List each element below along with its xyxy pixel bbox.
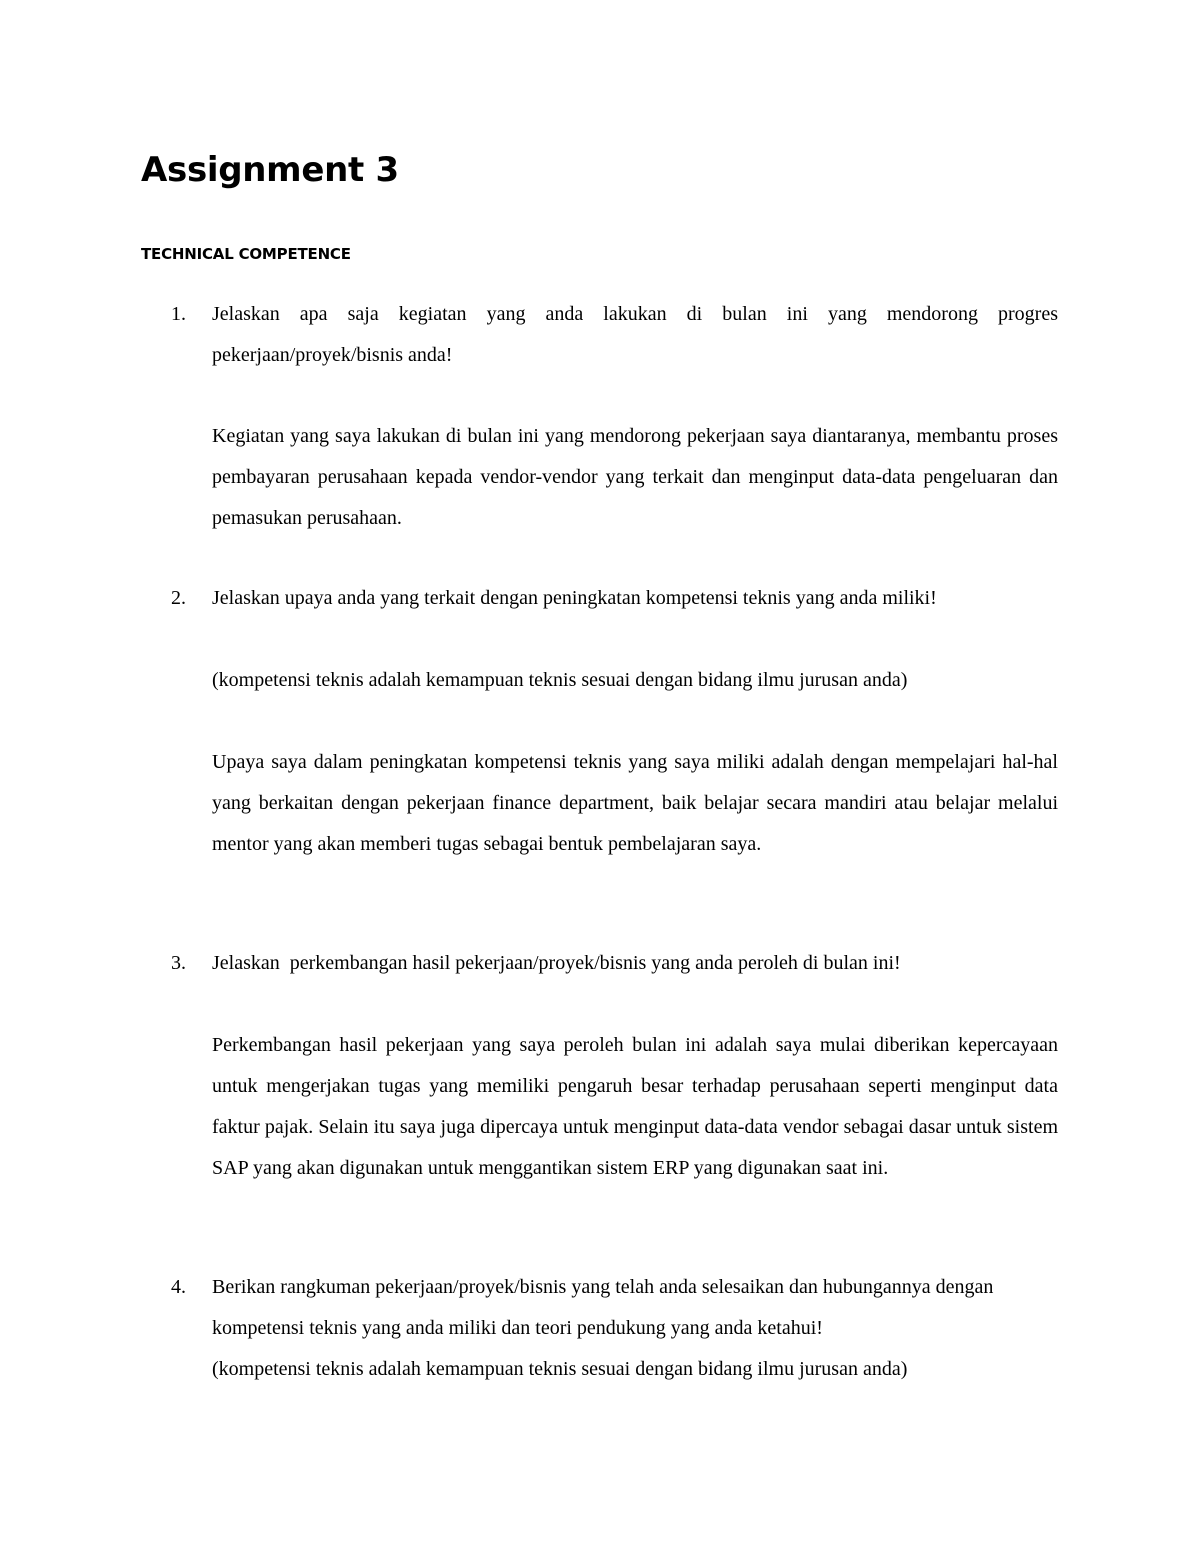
answer-text: Perkembangan hasil pekerjaan yang saya peroleh bulan ini adalah saya mulai diberikan kepercayaan untuk mengerjakan tugas yang memiliki pengaruh besar terhadap perusahaan seperti menginput data faktur pajak. Selain itu saya juga dipercaya untuk menginput data-data vendor sebagai dasar untuk sistem SAP yang akan digunakan untuk menggantikan sistem ERP yang digunakan saat ini. bbox=[212, 1034, 1058, 1179]
question-note: (kompetensi teknis adalah kemampuan teknis sesuai dengan bidang ilmu jurusan anda) bbox=[212, 1358, 908, 1380]
question-text: Jelaskan upaya anda yang terkait dengan peningkatan kompetensi teknis yang anda miliki! bbox=[212, 587, 937, 609]
question-number: 1. bbox=[171, 303, 186, 325]
question-text: Jelaskan perkembangan hasil pekerjaan/proyek/bisnis yang anda peroleh di bulan ini! bbox=[212, 952, 901, 974]
answer-text: Upaya saya dalam peningkatan kompetensi teknis yang saya miliki adalah dengan mempelajari hal-hal yang berkaitan dengan pekerjaan finance department, baik belajar secara mandiri atau belajar melalui mentor yang akan memberi tugas sebagai bentuk pembelajaran saya. bbox=[212, 751, 1058, 855]
question-note: (kompetensi teknis adalah kemampuan teknis sesuai dengan bidang ilmu jurusan anda) bbox=[212, 669, 908, 691]
question-number: 2. bbox=[171, 587, 186, 609]
question-text: Jelaskan apa saja kegiatan yang anda lakukan di bulan ini yang mendorong progres pekerjaan/proyek/bisnis anda! bbox=[212, 303, 1058, 366]
section-heading: TECHNICAL COMPETENCE bbox=[141, 245, 351, 263]
question-number: 4. bbox=[171, 1276, 186, 1298]
question-number: 3. bbox=[171, 952, 186, 974]
document-title: Assignment 3 bbox=[141, 150, 399, 190]
answer-text: Kegiatan yang saya lakukan di bulan ini yang mendorong pekerjaan saya diantaranya, membantu proses pembayaran perusahaan kepada vendor-vendor yang terkait dan menginput data-data pengeluaran dan pemasukan perusahaan. bbox=[212, 425, 1058, 529]
question-text: Berikan rangkuman pekerjaan/proyek/bisnis yang telah anda selesaikan dan hubungannya dengan kompetensi teknis yang anda miliki dan teori pendukung yang anda ketahui! bbox=[212, 1276, 994, 1339]
